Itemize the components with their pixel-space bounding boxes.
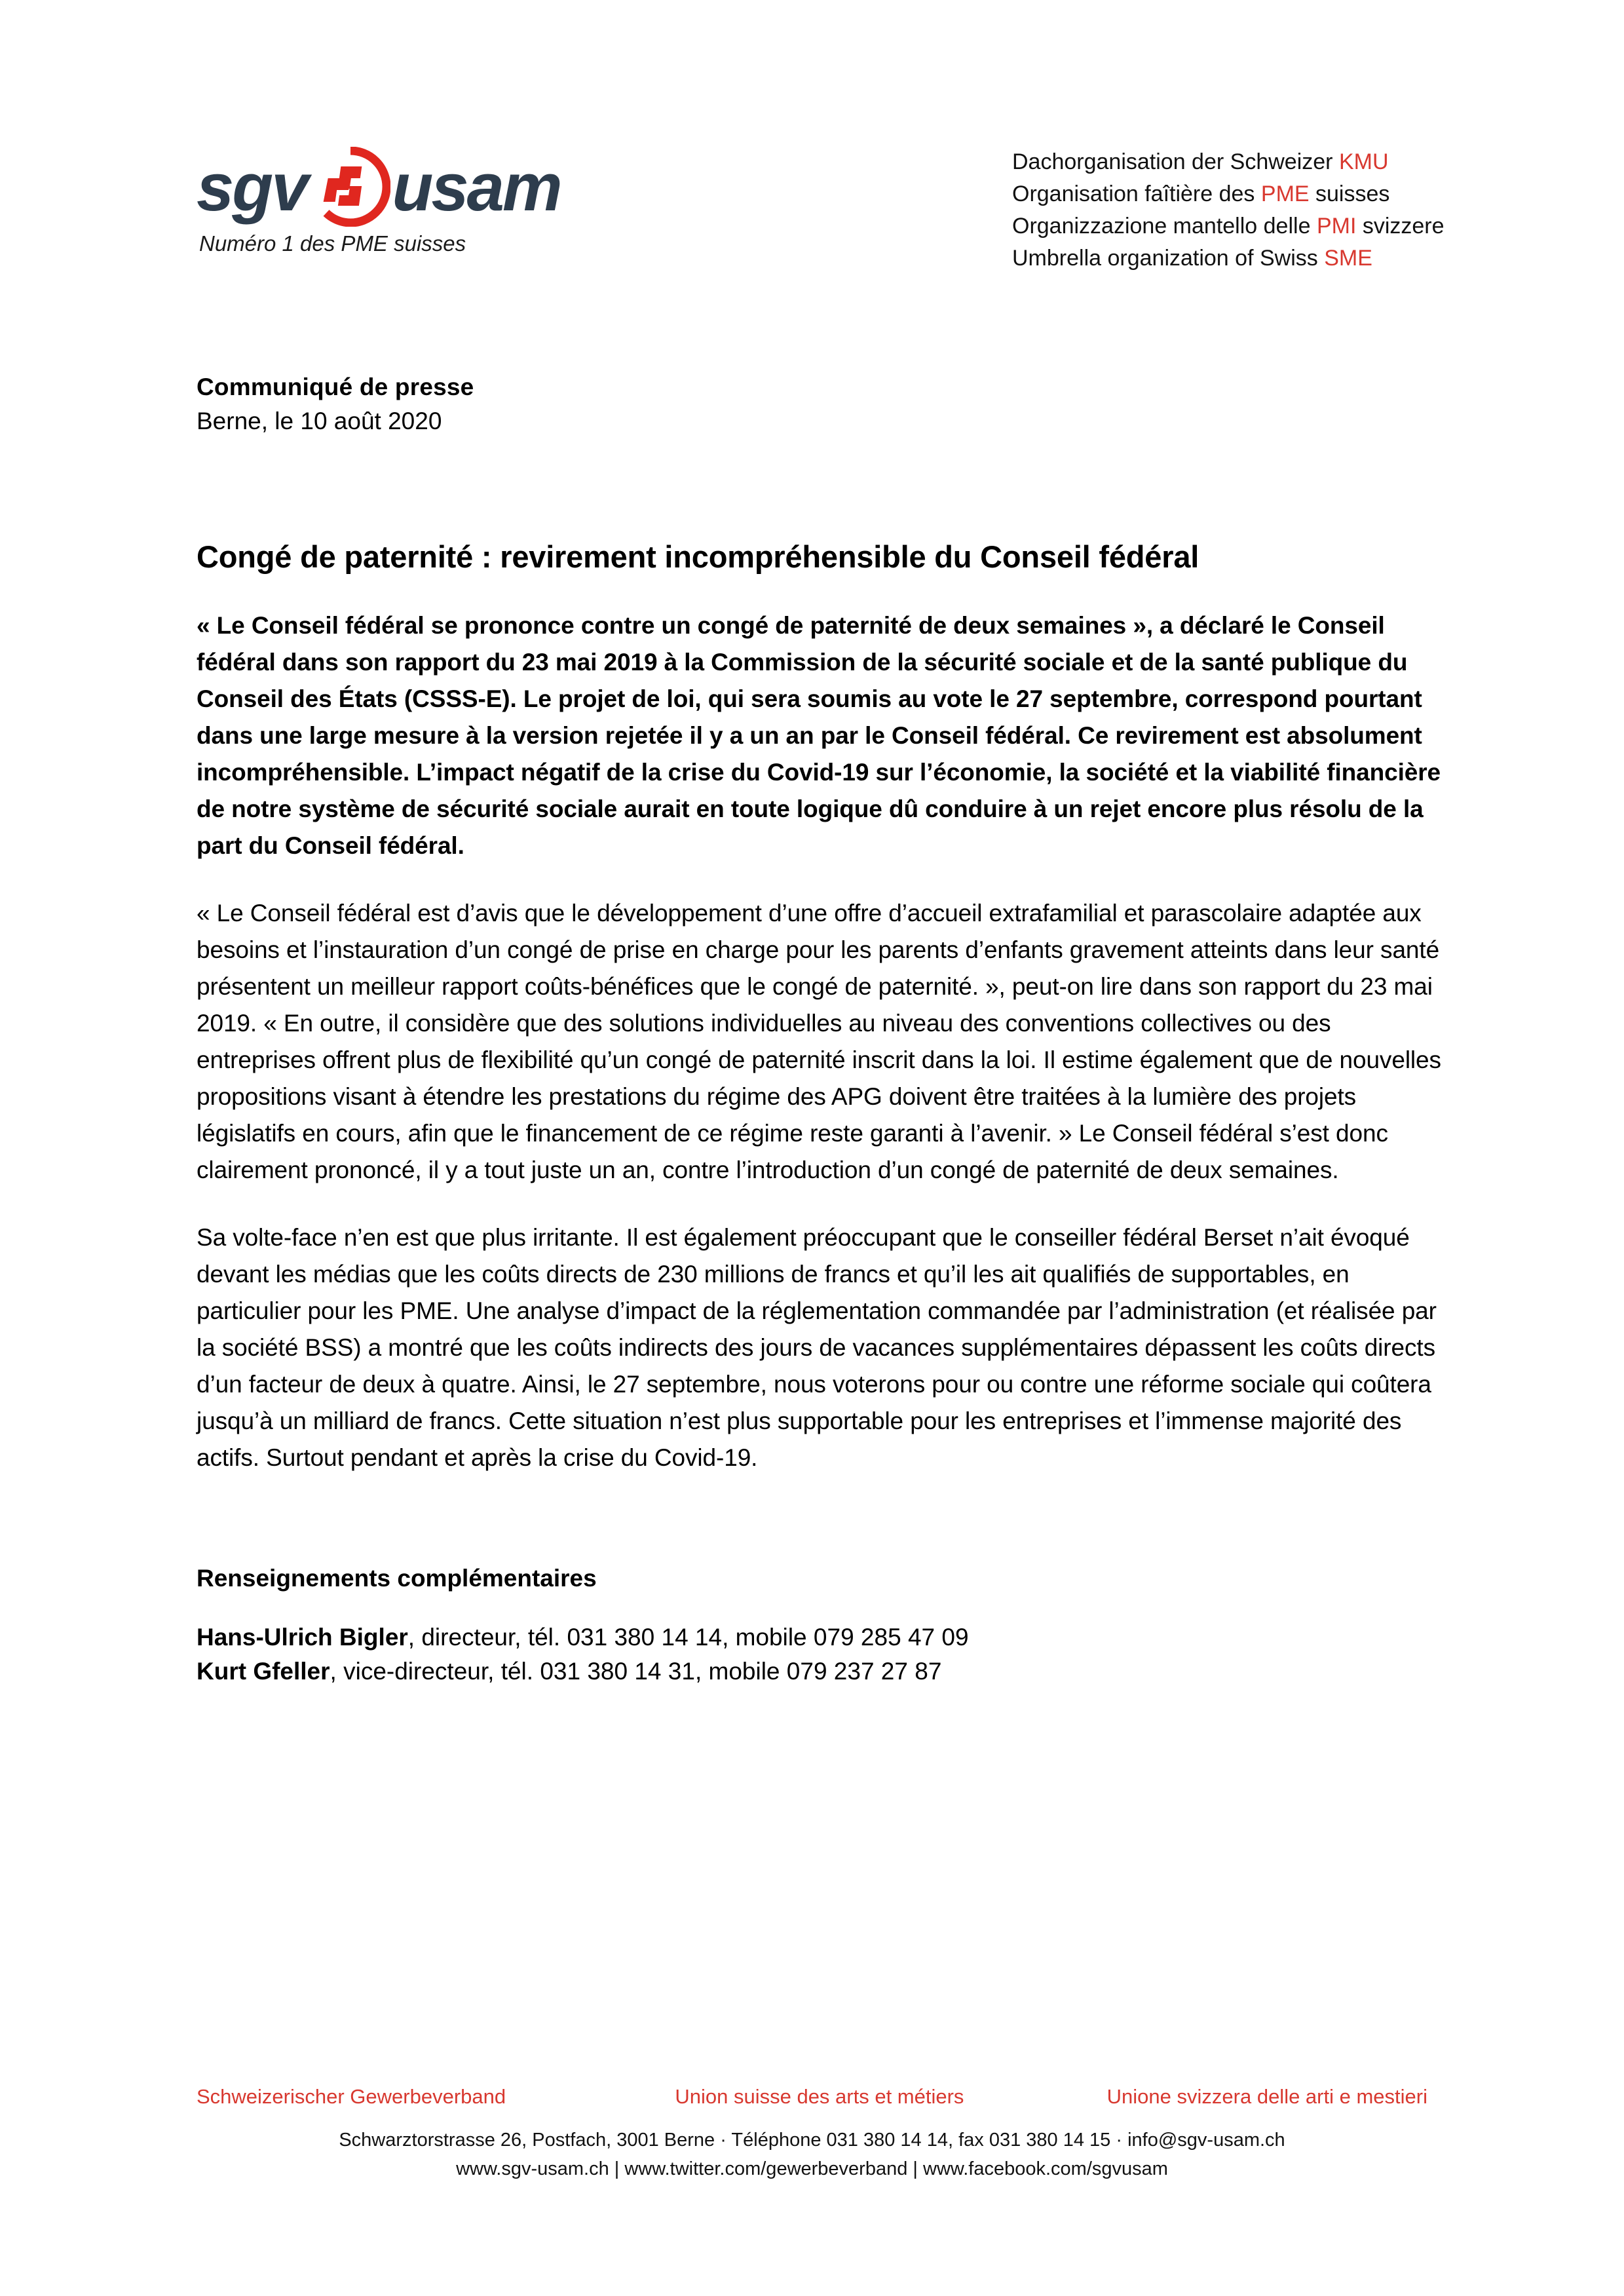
logo-wordmark-usam: usam	[392, 149, 561, 225]
page-title: Congé de paternité : revirement incompréhensible du Conseil fédéral	[197, 539, 1199, 574]
language-line-it	[1012, 210, 1445, 242]
logo-mark	[197, 147, 694, 226]
language-line-it-suffix: svizzere	[1356, 214, 1445, 239]
body-paragraph-2: Sa volte-face n’en est que plus irritante. Il est également préoccupant que le conseiller fédéral Berset n’ait évoqué devant les médias que les coûts directs de 230 millions de francs et qu’il les ait qualifiés de supportables, en particulier pour les PME. Une analyse d’impact de la réglementation commandée par l’administration (et réalisée par la société BSS) a montré que les coûts indirects des jours de vacances supplémentaires dépassent les coûts directs d’un facteur de deux à quatre. Ainsi, le 27 septembre, nous voterons pour ou contre une réforme sociale qui coûtera jusqu’à un milliard de francs. Cette situation n’est plus supportable pour les entreprises et l’immense majorité des actifs. Surtout pendant et après la crise du Covid-19.	[197, 1224, 1437, 1471]
footer-org-fr: Union suisse des arts et métiers	[675, 2085, 964, 2108]
body-paragraph-1: « Le Conseil fédéral est d’avis que le développement d’une offre d’accueil extrafamilial et parascolaire adaptée aux besoins et l’instauration d’un congé de prise en charge pour les parents d’enfants gravement atteints dans leur santé présentent un meilleur rapport coûts-bénéfices que le congé de paternité. », peut-on lire dans son rapport du 23 mai 2019. « En outre, il considère que des solutions individuelles au niveau des conventions collectives ou des entreprises offrent plus de flexibilité qu’un congé de paternité inscrit dans la loi. Il estime également que de nouvelles propositions visant à étendre les prestations du régime des APG doivent être traitées à la lumière des projets législatifs en cours, afin que le financement de ce régime reste garanti à l’avenir. » Le Conseil fédéral s’est donc clairement prononcé, il y a tout juste un an, contre l’introduction d’un congé de paternité de deux semaines.	[197, 900, 1441, 1183]
language-line-it-prefix: Organizzazione mantello delle	[1012, 214, 1317, 239]
document-footer	[0, 2082, 1624, 2183]
lead-paragraph: « Le Conseil fédéral se prononce contre un congé de paternité de deux semaines », a déclaré le Conseil fédéral dans son rapport du 23 mai 2019 à la Commission de la sécurité sociale et de la santé publique du Conseil des États (CSSS-E). Le projet de loi, qui sera soumis au vote le 27 septembre, correspond pourtant dans une large mesure à la version rejetée il y a un an par le Conseil fédéral. Ce revirement est absolument incompréhensible. L’impact négatif de la crise du Covid-19 sur l’économie, la société et la viabilité financière de notre système de sécurité sociale aurait en toute logique dû conduire à un rejet encore plus résolu de la part du Conseil fédéral.	[197, 612, 1441, 859]
contact-row	[197, 1620, 1445, 1655]
footer-org-it: Unione svizzera delle arti e mestieri	[1106, 2085, 1427, 2108]
language-claim-block	[1012, 146, 1445, 275]
language-line-fr-accent: PME	[1260, 182, 1310, 206]
document-type-label: Communiqué de presse	[197, 373, 474, 400]
language-line-de	[1012, 146, 1445, 178]
contact-details: , vice-directeur, tél. 031 380 14 31, mobile 079 237 27 87	[330, 1658, 942, 1685]
logo-tagline: Numéro 1 des PME suisses	[199, 231, 466, 256]
language-line-de-accent: KMU	[1338, 149, 1389, 174]
contacts-list	[197, 1620, 1445, 1689]
language-line-de-prefix: Dachorganisation der Schweizer	[1012, 149, 1339, 174]
footer-address-line: Schwarztorstrasse 26, Postfach, 3001 Berne · Téléphone 031 380 14 14, fax 031 380 14 15 · info@sgv-usam.ch	[339, 2130, 1285, 2151]
contact-details: , directeur, tél. 031 380 14 14, mobile 079 285 47 09	[407, 1624, 969, 1651]
contact-row	[197, 1655, 1445, 1689]
language-line-fr	[1012, 178, 1445, 210]
contact-name: Kurt Gfeller	[197, 1658, 330, 1685]
document-header	[0, 134, 1624, 285]
language-line-en-prefix: Umbrella organization of Swiss	[1012, 246, 1325, 271]
document-content	[197, 370, 1445, 1689]
logo-wordmark-sgv: sgv	[197, 149, 307, 225]
place-and-date: Berne, le 10 août 2020	[197, 408, 442, 434]
sgv-usam-logo	[197, 147, 694, 256]
footer-org-de: Schweizerischer Gewerbeverband	[197, 2085, 506, 2108]
sgv-usam-cross-emblem-icon	[311, 147, 390, 227]
language-line-en-accent: SME	[1324, 246, 1372, 271]
contact-name: Hans-Ulrich Bigler	[197, 1624, 408, 1651]
language-line-fr-suffix: suisses	[1309, 182, 1390, 206]
language-line-fr-prefix: Organisation faîtière des	[1012, 182, 1261, 206]
contacts-heading: Renseignements complémentaires	[197, 1565, 597, 1592]
language-line-it-accent: PMI	[1316, 214, 1357, 239]
language-line-en	[1012, 242, 1445, 275]
footer-links-line[interactable]: www.sgv-usam.ch | www.twitter.com/gewerbeverband | www.facebook.com/sgvusam	[456, 2158, 1168, 2179]
footer-organisation-names	[0, 2082, 1624, 2111]
